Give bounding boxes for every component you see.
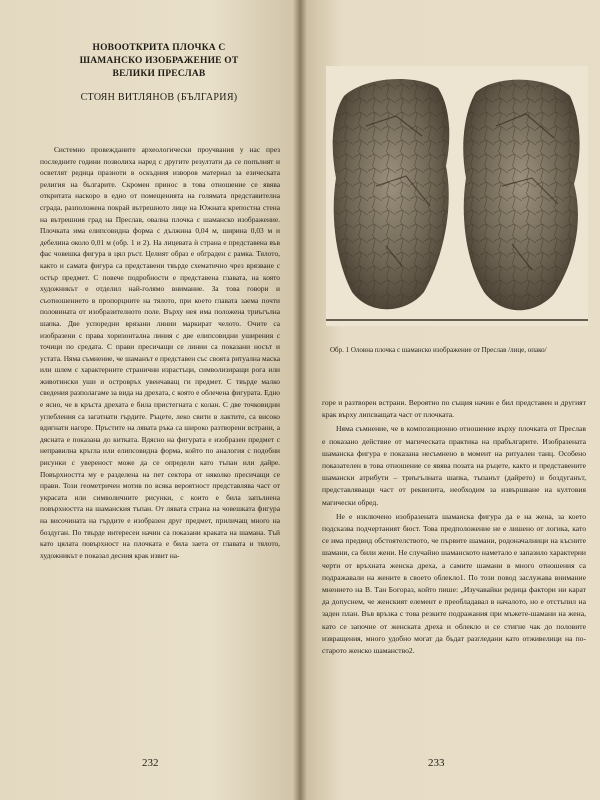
right-body-text [322,397,586,659]
right-paragraph: Не е изключено изобразената шаманска фигура да е на жена, за което подсказва подчертаният бюст. Това предположение не е лишено от логика, като се има предвид обстоятелството, че първите шамани, родоначалници на късните шамани, са били жени. Не случайно шаманското наметало е запазило характерни черти от връхната женска дреха, а самите шамани в много отношения са подражавали на жените в своето облекло1. По този повод заслужава внимание мнението на В. Тан Богораз, който пише: „Изучавайки редица фактори ни карат да допуснем, че женският елемент е преобладавал в началото, но е отстъпил на заден план. Във връзка с това резките подражания при мъжете-шамани на жена, като се започне от женската дреха и облекло и се стигне чак до половите извращения, много удобно могат да бъдат разгледани като отживелици на по-старото женско шаманство2. [322,511,586,656]
book-gutter [293,0,307,800]
article-title: НОВООТКРИТА ПЛОЧКА С ШАМАНСКО ИЗОБРАЖЕНИЕ ОТ ВЕЛИКИ ПРЕСЛАВ [79,43,239,79]
page-number-right: 233 [428,757,445,769]
figure-plaque-photo [326,66,588,326]
plaque-photo [326,66,588,326]
figure-caption: Обр. 1 Оловна плочка с шаманско изображение от Преслав /лице, опако/ [330,346,547,354]
right-paragraph: горе и разтворен встрани. Вероятно по същия начин е бил представен и другият крак върху липсващата част от плочката. [322,398,586,420]
page-number-left: 232 [142,757,159,769]
left-body-text: Системно провежданите археологически проучвания у нас през последните години позволиха наред с другите резултати да се попълнят и осветлят редица празноти в оскъдния изворов материал за езическата религия на българите. Скромен принос в това отношение се явява откритата наскоро в едно от помещенията на голямата представителна сграда, разположена покрай вътрешното лице на Южната крепостна стена на вътрешния град на Преслав, овална плочка с шаманско изображение. Плочката има елипсовидна форма с дължина 0,04 м, ширина 0,03 м и дебелина около 0,01 м (обр. 1 и 2). На лицевата ѝ страна е представена във фас човешка фигура в цял ръст. Целият образ е обграден с рамка. Тялото, както и самата фигура са представени твърде схематично чрез врязване с остър предмет. С повече подробности е представена главата, на която художникът е отделил най-голямо внимание. За това говори и съотношението в пропорциите на тялото, при което главата заема почти половината от изобразителното поле. Върху нея има положена триъгълна шапка. Две успоредни врязани линии маркират челото. Очите са изобразени с права хоризонтална линия с две елипсовидни уширения с точици по средата. С прави пресичащи се линии са показани носът и устата. Няма съмнение, че шаманът е представен със своята ритуална маска или шлем с характерните странични израстъци, символизиращи рога или животински уши и островръх увенчаващ ги предмет. С твърде малко сведения разполагаме за вида на дрехата, с която е облечена фигурата. Едно е ясно, че в кръста дрехата е била пристегната с колан. С две точковидни углебления са загатнати гърдите. Ръцете, леко свити в лактите, са високо вдигнати нагоре. Пръстите на лявата ръка са широко разтворени встрани, а дясната е показана до китката. Вдясно на фигурата е изобразен предмет с неправилна кръгла или елипсовидна форма, който по аналогия с подобни рисунки с увереност може да се определи като тъпан или дайре. Повърхността му е разделена на пет сектора от няколко пресичащи се прави. Този геометричен мотив по всяка вероятност представлява част от украсата или символичните рисунки, с които е била запълнена повърхността на шаманския тъпан. От лявата страна на човешката фигура на височината на гърдите е изобразен друг предмет, приличащ много на боздуган. По твърде интересен начин са показани краката на шамана. Тъй като цялата повърхност на плочката е била заета от главата и тялото, художникът е показал десния крак извит на- [40,145,280,560]
right-paragraph: Няма съмнение, че в композиционно отношение върху плочката от Преслав е показано действие от магическата практика на прабългарите. Изобразената шаманска фигура е показана несъмнено в момент на ритуален танц. Особено показателен в това отношение се явява позата на ръцете, както и представените шамански атрибути – триъгълната шапка, тъпанът (дайрето) и боздуганът, представляващи част от реквизита, необходим за извършване на култовия магически обред. [322,424,586,507]
article-author: СТОЯН ВИТЛЯНОВ (БЪЛГАРИЯ) [80,92,238,103]
